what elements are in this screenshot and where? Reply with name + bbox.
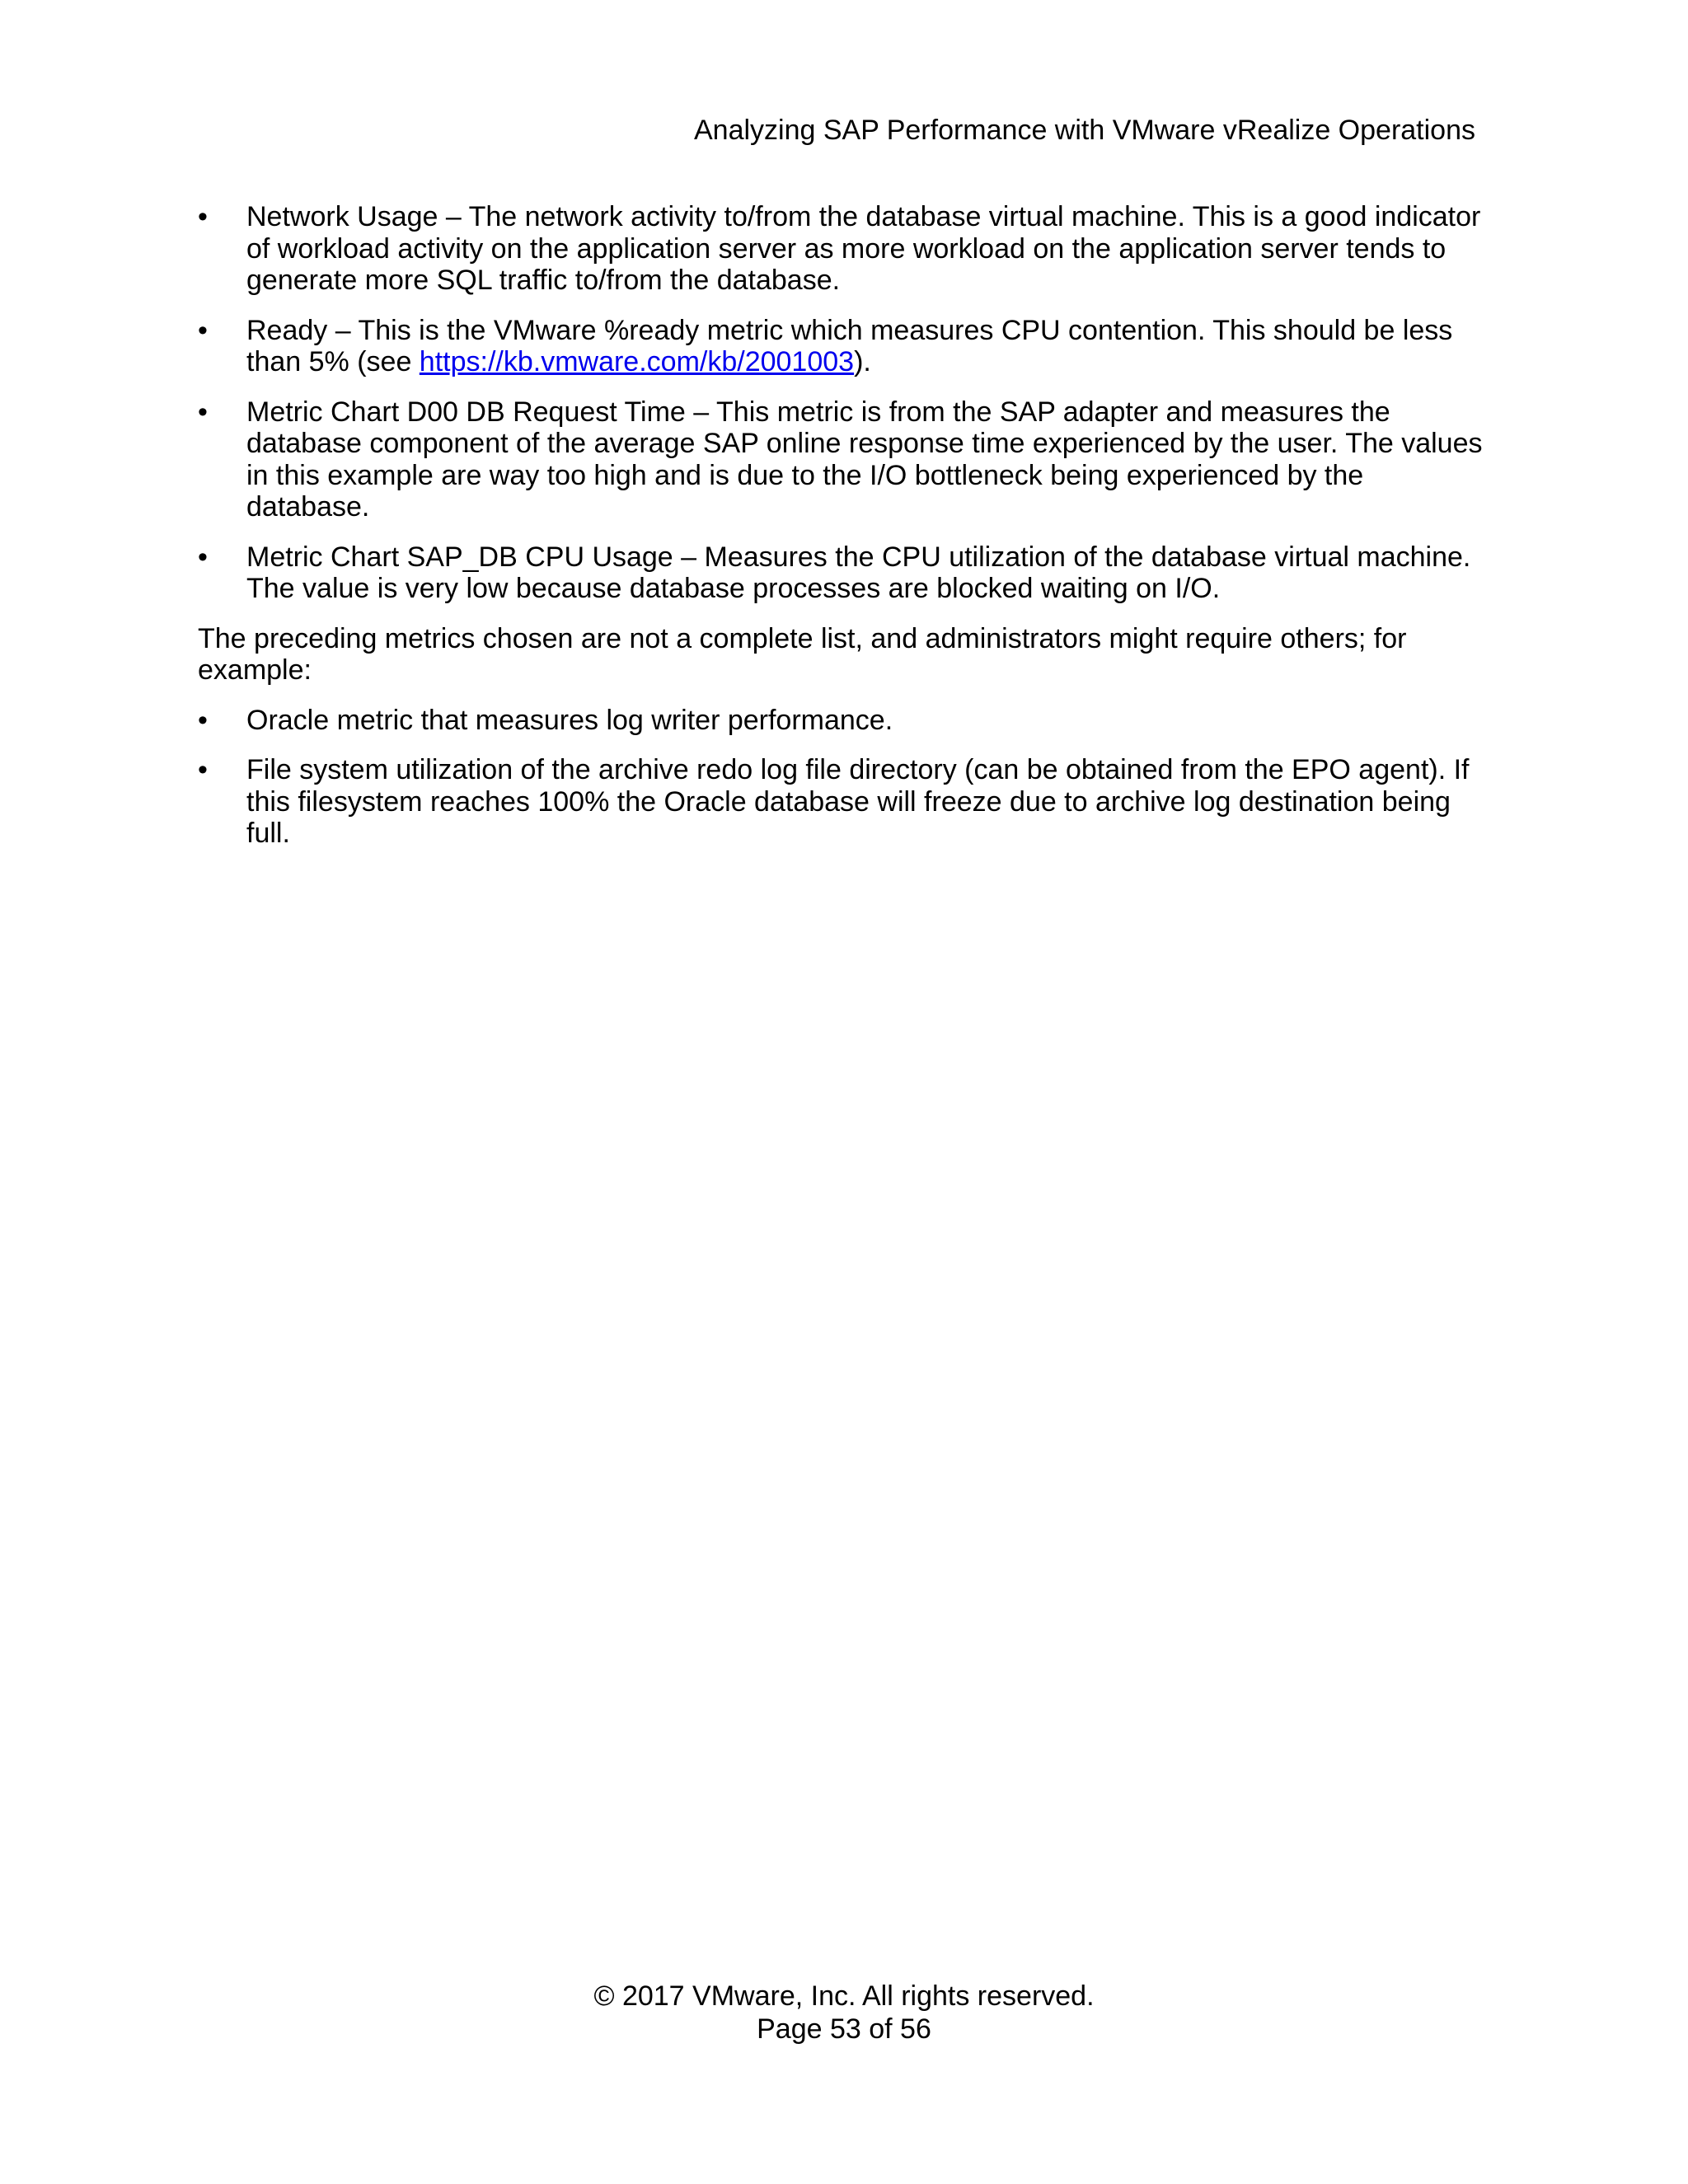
page-content (198, 201, 1492, 868)
list-item-ready (198, 315, 1492, 378)
list-item-cpu-usage (198, 541, 1492, 605)
copyright-notice: © 2017 VMware, Inc. All rights reserved. (593, 1980, 1095, 2012)
bullet-icon: • (198, 201, 208, 232)
examples-bullet-list (198, 705, 1492, 850)
list-item-text: File system utilization of the archive redo log file directory (can be obtained from the EPO agent). If this filesystem reaches 100% the Oracle database will freeze due to archive log destination being full. (246, 754, 1470, 849)
bullet-icon: • (198, 314, 208, 346)
bullet-icon: • (198, 541, 208, 573)
list-item-text: Network Usage – The network activity to/from the database virtual machine. This is a good indicator of workload activity on the application server as more workload on the application server tends to generate more SQL traffic to/from the database. (246, 201, 1481, 296)
bullet-icon: • (198, 396, 208, 428)
list-item-oracle-metric (198, 705, 1492, 737)
bullet-icon: • (198, 704, 208, 736)
list-item-text-suffix: ). (854, 346, 871, 377)
page-number: Page 53 of 56 (757, 2013, 931, 2045)
kb-article-link[interactable]: https://kb.vmware.com/kb/2001003 (419, 346, 855, 377)
list-item-text: Oracle metric that measures log writer performance. (246, 704, 893, 736)
list-item-text: Ready – This is the VMware %ready metric which measures CPU contention. This should be less than 5% (see (246, 314, 1453, 377)
bullet-icon: • (198, 754, 208, 785)
page-footer (0, 1980, 1688, 2046)
list-item-text: Metric Chart D00 DB Request Time – This metric is from the SAP adapter and measures the database component of the average SAP online response time experienced by the user. The values in this example are way too high and is due to the I/O bottleneck being experienced by the database. (246, 396, 1483, 523)
list-item-filesystem-utilization (198, 754, 1492, 850)
list-item-db-request-time (198, 396, 1492, 523)
list-item-text: Metric Chart SAP_DB CPU Usage – Measures the CPU utilization of the database virtual machine. The value is very low because database processes are blocked waiting on I/O. (246, 541, 1471, 604)
body-paragraph: The preceding metrics chosen are not a complete list, and administrators might require others; for example: (198, 622, 1407, 686)
list-item-network-usage (198, 201, 1492, 297)
metrics-bullet-list (198, 201, 1492, 605)
running-header: Analyzing SAP Performance with VMware vRealize Operations (693, 115, 1475, 146)
